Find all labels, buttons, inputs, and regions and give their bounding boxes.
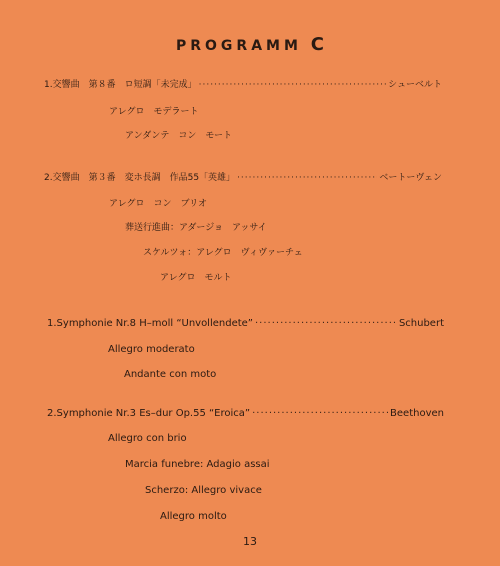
jp-work-2-movement-3: スケルツォ：アレグロ ヴィヴァーチェ [143,248,303,258]
jp-work-1-leader [199,80,387,90]
de-work-2-title: Symphonie Nr.3 Es–dur Op.55 “Eroica” [56,408,251,419]
program-title-letter: C [310,34,324,55]
de-work-2-movement-1: Allegro con brio [108,433,187,444]
de-work-2-leader [252,408,388,419]
jp-work-2-title: 交響曲 第３番 変ホ長調 作品55「英雄」 [52,173,236,183]
page-number: 13 [243,535,257,548]
de-work-2-movement-3: Scherzo: Allegro vivace [145,485,262,496]
jp-work-1-movement-1: アレグロ モデラート [109,107,199,117]
de-work-1-movement-2: Andante con moto [124,369,217,380]
program-title-prefix: PROGRAMM [175,38,302,54]
de-work-2-movement-4: Allegro molto [160,511,227,522]
jp-work-1 [44,77,442,90]
jp-work-2-composer: ベートーヴェン [379,173,442,183]
program-title [0,34,500,55]
jp-work-2-movement-4: アレグロ モルト [160,273,232,283]
de-work-2-composer: Beethoven [390,408,444,419]
de-work-1-leader [255,318,397,329]
jp-work-1-title: 交響曲 第８番 ロ短調「未完成」 [52,80,197,90]
de-work-1-number: 1. [47,318,57,329]
jp-work-2-leader [237,173,377,183]
de-work-2-number: 2. [47,408,57,419]
de-work-1-title: Symphonie Nr.8 H–moll “Unvollendete” [56,318,253,329]
jp-work-2-movement-2: 葬送行進曲：アダージョ アッサイ [125,223,267,233]
de-work-1-movement-1: Allegro moderato [108,344,195,355]
jp-work-2-number: 2. [44,173,53,183]
de-work-2-movement-2: Marcia funebre: Adagio assai [125,459,270,470]
jp-work-1-number: 1. [44,80,53,90]
jp-work-2 [44,170,442,183]
de-work-1 [47,318,444,329]
de-work-2 [47,408,444,419]
jp-work-1-movement-2: アンダンテ コン モート [125,131,233,141]
jp-work-2-movement-1: アレグロ コン ブリオ [109,199,208,209]
jp-work-1-composer: シューベルト [388,80,442,90]
de-work-1-composer: Schubert [398,318,444,329]
